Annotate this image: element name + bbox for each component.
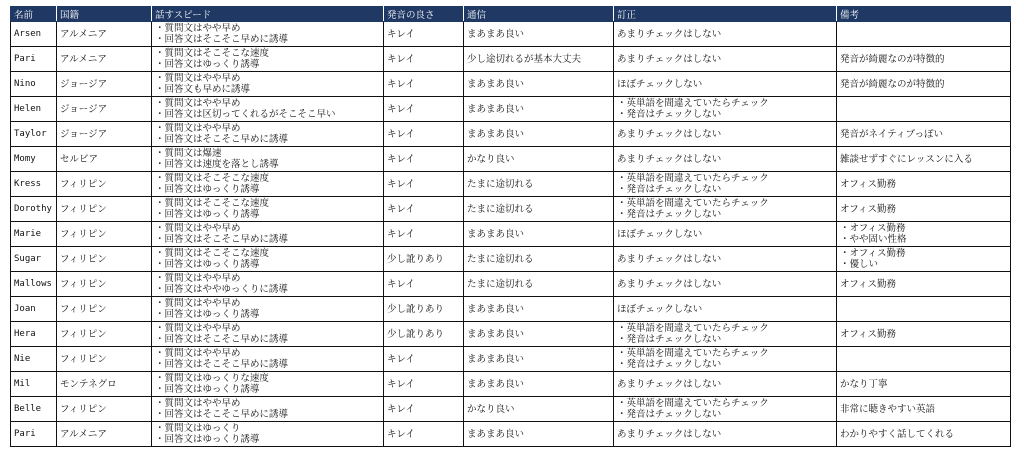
cell-notes-line: オフィス勤務 bbox=[840, 278, 896, 290]
cell-nationality: セルビア bbox=[57, 147, 152, 172]
table-row bbox=[11, 422, 1011, 447]
table-row bbox=[11, 72, 1011, 97]
cell-pronunciation: キレイ bbox=[384, 72, 464, 97]
cell-notes bbox=[837, 347, 1011, 372]
cell-connection: たまに途切れる bbox=[464, 197, 614, 222]
cell-speed bbox=[152, 47, 384, 72]
cell-nationality: ジョージア bbox=[57, 122, 152, 147]
cell-speed bbox=[152, 197, 384, 222]
table-row bbox=[11, 247, 1011, 272]
cell-pronunciation: キレイ bbox=[384, 272, 464, 297]
cell-correction bbox=[614, 22, 837, 47]
cell-speed-line: ・回答文はそこそこ早めに誘導 bbox=[155, 34, 289, 45]
cell-name: Arsen bbox=[11, 22, 57, 47]
cell-speed-line: ・回答文は速度を落とし誘導 bbox=[155, 159, 279, 170]
teacher-table-container bbox=[10, 6, 1011, 447]
table-row bbox=[11, 397, 1011, 422]
cell-speed bbox=[152, 22, 384, 47]
table-row bbox=[11, 197, 1011, 222]
cell-pronunciation: キレイ bbox=[384, 147, 464, 172]
table-body bbox=[11, 22, 1011, 447]
cell-pronunciation: キレイ bbox=[384, 97, 464, 122]
cell-speed-line: ・質問文はやや早め bbox=[155, 98, 241, 109]
cell-correction-line: ・英単語を間違えていたらチェック bbox=[617, 323, 769, 334]
header-name: 名前 bbox=[11, 7, 57, 22]
cell-correction-line: ・英単語を間違えていたらチェック bbox=[617, 173, 769, 184]
cell-correction bbox=[614, 222, 837, 247]
cell-connection: まあまあ良い bbox=[464, 122, 614, 147]
table-row bbox=[11, 322, 1011, 347]
cell-correction bbox=[614, 97, 837, 122]
cell-notes bbox=[837, 72, 1011, 97]
cell-correction bbox=[614, 197, 837, 222]
header-notes: 備考 bbox=[837, 7, 1011, 22]
header-row bbox=[11, 7, 1011, 22]
cell-speed-line: ・質問文はゆっくりな速度 bbox=[155, 373, 269, 384]
cell-nationality: フィリピン bbox=[57, 197, 152, 222]
cell-connection: まあまあ良い bbox=[464, 372, 614, 397]
cell-nationality: フィリピン bbox=[57, 397, 152, 422]
cell-speed-line: ・質問文はやや早め bbox=[155, 123, 241, 134]
cell-notes bbox=[837, 22, 1011, 47]
cell-nationality: フィリピン bbox=[57, 247, 152, 272]
cell-pronunciation: 少し訛りあり bbox=[384, 247, 464, 272]
cell-speed-line: ・質問文はやや早め bbox=[155, 273, 241, 284]
cell-correction-line: あまりチェックはしない bbox=[617, 278, 722, 290]
cell-speed-line: ・回答文はそこそこ早めに誘導 bbox=[155, 134, 289, 145]
cell-speed-line: ・回答文は区切ってくれるがそこそこ早い bbox=[155, 109, 336, 120]
cell-notes bbox=[837, 272, 1011, 297]
cell-pronunciation: キレイ bbox=[384, 172, 464, 197]
cell-correction-line: ・英単語を間違えていたらチェック bbox=[617, 98, 769, 109]
cell-correction-line: ・発音はチェックしない bbox=[617, 334, 722, 345]
cell-name: Marie bbox=[11, 222, 57, 247]
cell-notes-line: ・優しい bbox=[840, 259, 879, 270]
cell-name: Nie bbox=[11, 347, 57, 372]
cell-notes-line: かなり丁寧 bbox=[840, 378, 888, 390]
cell-notes-line: ・オフィス勤務 bbox=[840, 248, 906, 259]
cell-speed bbox=[152, 97, 384, 122]
cell-speed bbox=[152, 397, 384, 422]
cell-name: Mallows bbox=[11, 272, 57, 297]
cell-name: Kress bbox=[11, 172, 57, 197]
cell-connection: まあまあ良い bbox=[464, 322, 614, 347]
cell-name: Nino bbox=[11, 72, 57, 97]
cell-correction bbox=[614, 147, 837, 172]
cell-name: Belle bbox=[11, 397, 57, 422]
header-correction: 訂正 bbox=[614, 7, 837, 22]
cell-nationality: モンテネグロ bbox=[57, 372, 152, 397]
cell-notes-line: ・やや固い性格 bbox=[840, 234, 907, 245]
cell-nationality: フィリピン bbox=[57, 322, 152, 347]
cell-speed bbox=[152, 222, 384, 247]
cell-speed-line: ・回答文はゆっくり誘導 bbox=[155, 59, 260, 70]
cell-correction-line: ・発音はチェックしない bbox=[617, 184, 722, 195]
cell-speed-line: ・質問文はそこそこな速度 bbox=[155, 248, 270, 259]
cell-notes bbox=[837, 397, 1011, 422]
cell-connection: たまに途切れる bbox=[464, 247, 614, 272]
cell-nationality: フィリピン bbox=[57, 272, 152, 297]
table-row bbox=[11, 222, 1011, 247]
cell-connection: まあまあ良い bbox=[464, 422, 614, 447]
cell-correction-line: ・発音はチェックしない bbox=[617, 209, 722, 220]
cell-notes-line: 雑談せずすぐにレッスンに入る bbox=[840, 153, 973, 165]
cell-correction bbox=[614, 372, 837, 397]
cell-notes bbox=[837, 372, 1011, 397]
cell-pronunciation: 少し訛りあり bbox=[384, 297, 464, 322]
cell-speed-line: ・質問文はそこそこな速度 bbox=[155, 48, 270, 59]
teacher-table bbox=[10, 6, 1011, 447]
cell-correction-line: ・発音はチェックしない bbox=[617, 409, 722, 420]
table-row bbox=[11, 122, 1011, 147]
cell-name: Sugar bbox=[11, 247, 57, 272]
cell-notes bbox=[837, 247, 1011, 272]
cell-correction-line: あまりチェックはしない bbox=[617, 428, 722, 440]
cell-speed-line: ・回答文はややゆっくりに誘導 bbox=[155, 284, 288, 295]
cell-speed-line: ・質問文はやや早め bbox=[155, 223, 241, 234]
cell-name: Taylor bbox=[11, 122, 57, 147]
cell-speed-line: ・質問文は爆速 bbox=[155, 148, 222, 159]
cell-correction-line: あまりチェックはしない bbox=[617, 253, 722, 265]
cell-notes bbox=[837, 97, 1011, 122]
cell-speed-line: ・質問文はやや早め bbox=[155, 298, 241, 309]
cell-correction bbox=[614, 172, 837, 197]
cell-speed bbox=[152, 147, 384, 172]
cell-nationality: フィリピン bbox=[57, 222, 152, 247]
cell-notes bbox=[837, 422, 1011, 447]
cell-nationality: フィリピン bbox=[57, 172, 152, 197]
cell-speed-line: ・回答文も早めに誘導 bbox=[155, 84, 251, 95]
cell-notes-line: 非常に聴きやすい英語 bbox=[840, 403, 936, 415]
cell-correction bbox=[614, 247, 837, 272]
cell-speed bbox=[152, 322, 384, 347]
cell-correction-line: あまりチェックはしない bbox=[617, 53, 722, 65]
cell-connection: まあまあ良い bbox=[464, 222, 614, 247]
cell-pronunciation: 少し訛りあり bbox=[384, 322, 464, 347]
table-row bbox=[11, 347, 1011, 372]
cell-nationality: ジョージア bbox=[57, 97, 152, 122]
cell-notes-line: オフィス勤務 bbox=[840, 328, 896, 340]
cell-name: Joan bbox=[11, 297, 57, 322]
cell-connection: まあまあ良い bbox=[464, 22, 614, 47]
cell-speed-line: ・回答文はゆっくり誘導 bbox=[155, 209, 260, 220]
cell-nationality: アルメニア bbox=[57, 22, 152, 47]
table-row bbox=[11, 47, 1011, 72]
table-row bbox=[11, 372, 1011, 397]
cell-correction-line: ほぼチェックしない bbox=[617, 303, 703, 315]
cell-speed-line: ・回答文はゆっくり誘導 bbox=[155, 184, 260, 195]
cell-correction bbox=[614, 122, 837, 147]
cell-speed-line: ・回答文はゆっくり誘導 bbox=[155, 434, 260, 445]
cell-notes bbox=[837, 297, 1011, 322]
cell-notes bbox=[837, 322, 1011, 347]
cell-speed-line: ・回答文はゆっくり誘導 bbox=[155, 384, 260, 395]
cell-speed-line: ・質問文はやや早め bbox=[155, 323, 241, 334]
cell-speed bbox=[152, 422, 384, 447]
cell-speed bbox=[152, 347, 384, 372]
cell-correction-line: ほぼチェックしない bbox=[617, 228, 703, 240]
cell-notes bbox=[837, 47, 1011, 72]
cell-speed bbox=[152, 172, 384, 197]
cell-speed-line: ・質問文はそこそこな速度 bbox=[155, 173, 270, 184]
cell-correction bbox=[614, 397, 837, 422]
cell-pronunciation: キレイ bbox=[384, 397, 464, 422]
cell-connection: たまに途切れる bbox=[464, 172, 614, 197]
cell-speed bbox=[152, 372, 384, 397]
cell-notes-line: 発音が綺麗なのが特徴的 bbox=[840, 78, 945, 90]
cell-connection: まあまあ良い bbox=[464, 97, 614, 122]
cell-nationality: ジョージア bbox=[57, 72, 152, 97]
cell-name: Helen bbox=[11, 97, 57, 122]
cell-speed bbox=[152, 297, 384, 322]
cell-correction bbox=[614, 297, 837, 322]
cell-nationality: アルメニア bbox=[57, 47, 152, 72]
cell-nationality: アルメニア bbox=[57, 422, 152, 447]
cell-name: Dorothy bbox=[11, 197, 57, 222]
cell-correction bbox=[614, 422, 837, 447]
cell-connection: たまに途切れる bbox=[464, 272, 614, 297]
cell-correction-line: あまりチェックはしない bbox=[617, 378, 722, 390]
cell-speed-line: ・質問文はゆっくり bbox=[155, 423, 241, 434]
cell-speed-line: ・回答文はそこそこ早めに誘導 bbox=[155, 359, 289, 370]
cell-notes bbox=[837, 222, 1011, 247]
table-row bbox=[11, 22, 1011, 47]
cell-correction-line: ・発音はチェックしない bbox=[617, 109, 722, 120]
cell-notes bbox=[837, 147, 1011, 172]
cell-correction bbox=[614, 272, 837, 297]
cell-correction-line: ほぼチェックしない bbox=[617, 78, 703, 90]
cell-speed bbox=[152, 72, 384, 97]
cell-pronunciation: キレイ bbox=[384, 422, 464, 447]
cell-pronunciation: キレイ bbox=[384, 22, 464, 47]
cell-notes bbox=[837, 197, 1011, 222]
header-connection: 通信 bbox=[464, 7, 614, 22]
cell-notes-line: 発音がネイティブっぽい bbox=[840, 128, 943, 140]
cell-speed-line: ・質問文はやや早め bbox=[155, 73, 241, 84]
cell-correction bbox=[614, 347, 837, 372]
cell-name: Hera bbox=[11, 322, 57, 347]
cell-pronunciation: キレイ bbox=[384, 122, 464, 147]
cell-correction-line: ・英単語を間違えていたらチェック bbox=[617, 198, 769, 209]
cell-speed-line: ・質問文はやや早め bbox=[155, 398, 241, 409]
header-speed: 話すスピード bbox=[152, 7, 384, 22]
cell-name: Momy bbox=[11, 147, 57, 172]
cell-speed-line: ・質問文はそこそこな速度 bbox=[155, 198, 270, 209]
header-nationality: 国籍 bbox=[57, 7, 152, 22]
cell-speed bbox=[152, 122, 384, 147]
cell-speed-line: ・回答文はそこそこ早めに誘導 bbox=[155, 334, 289, 345]
cell-name: Pari bbox=[11, 422, 57, 447]
cell-connection: 少し途切れるが基本大丈夫 bbox=[464, 47, 614, 72]
cell-notes bbox=[837, 122, 1011, 147]
cell-pronunciation: キレイ bbox=[384, 197, 464, 222]
cell-speed-line: ・質問文はやや早め bbox=[155, 23, 241, 34]
cell-pronunciation: キレイ bbox=[384, 222, 464, 247]
cell-speed-line: ・回答文はゆっくり誘導 bbox=[155, 309, 260, 320]
cell-speed-line: ・回答文はゆっくり誘導 bbox=[155, 259, 260, 270]
cell-nationality: フィリピン bbox=[57, 347, 152, 372]
cell-correction-line: あまりチェックはしない bbox=[617, 128, 722, 140]
cell-notes-line: わかりやすく話してくれる bbox=[840, 428, 955, 440]
cell-notes-line: 発音が綺麗なのが特徴的 bbox=[840, 53, 945, 65]
cell-correction-line: ・発音はチェックしない bbox=[617, 359, 722, 370]
cell-speed-line: ・回答文はそこそこ早めに誘導 bbox=[155, 234, 289, 245]
cell-correction-line: ・英単語を間違えていたらチェック bbox=[617, 348, 769, 359]
cell-connection: まあまあ良い bbox=[464, 72, 614, 97]
cell-name: Mil bbox=[11, 372, 57, 397]
cell-nationality: フィリピン bbox=[57, 297, 152, 322]
cell-notes-line: オフィス勤務 bbox=[840, 178, 896, 190]
cell-correction bbox=[614, 47, 837, 72]
table-row bbox=[11, 297, 1011, 322]
cell-correction-line: ・英単語を間違えていたらチェック bbox=[617, 398, 769, 409]
header-pronunciation: 発音の良さ bbox=[384, 7, 464, 22]
table-row bbox=[11, 172, 1011, 197]
cell-speed-line: ・回答文はそこそこ早めに誘導 bbox=[155, 409, 289, 420]
cell-notes bbox=[837, 172, 1011, 197]
cell-speed bbox=[152, 272, 384, 297]
cell-connection: まあまあ良い bbox=[464, 297, 614, 322]
table-row bbox=[11, 97, 1011, 122]
cell-notes-line: オフィス勤務 bbox=[840, 203, 896, 215]
cell-connection: かなり良い bbox=[464, 147, 614, 172]
table-row bbox=[11, 147, 1011, 172]
cell-speed-line: ・質問文はやや早め bbox=[155, 348, 241, 359]
cell-correction-line: あまりチェックはしない bbox=[617, 153, 722, 165]
table-row bbox=[11, 272, 1011, 297]
cell-connection: かなり良い bbox=[464, 397, 614, 422]
cell-pronunciation: キレイ bbox=[384, 47, 464, 72]
cell-speed bbox=[152, 247, 384, 272]
cell-correction bbox=[614, 72, 837, 97]
cell-pronunciation: キレイ bbox=[384, 347, 464, 372]
cell-name: Pari bbox=[11, 47, 57, 72]
cell-correction-line: あまりチェックはしない bbox=[617, 28, 722, 40]
cell-pronunciation: キレイ bbox=[384, 372, 464, 397]
cell-notes-line: ・オフィス勤務 bbox=[840, 223, 906, 234]
cell-correction bbox=[614, 322, 837, 347]
cell-connection: まあまあ良い bbox=[464, 347, 614, 372]
